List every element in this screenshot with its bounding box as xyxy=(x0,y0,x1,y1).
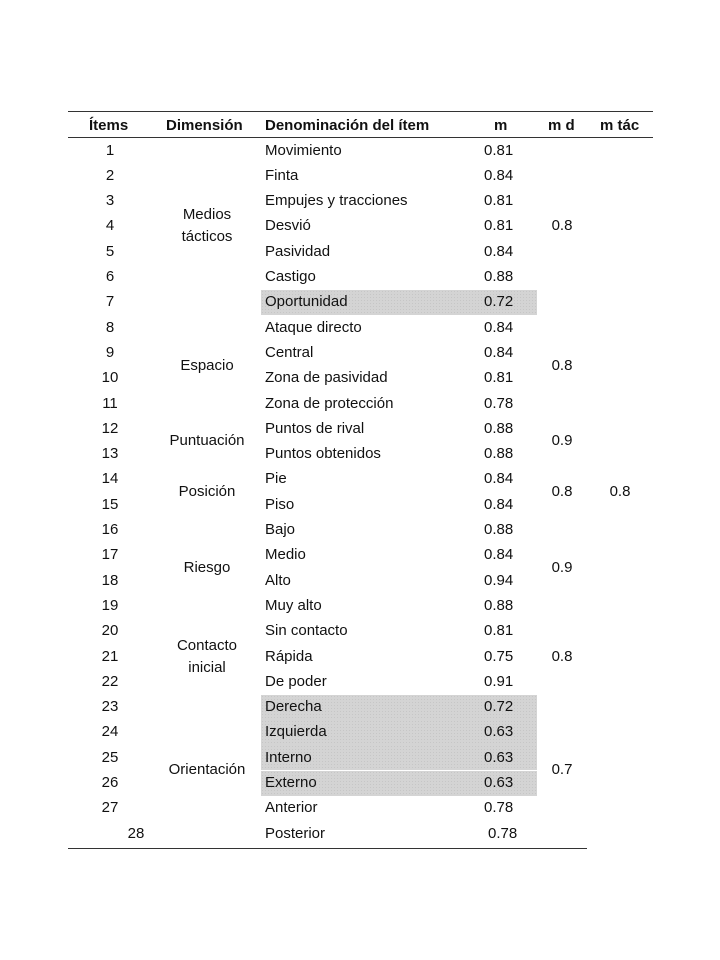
item-denomination: Medio xyxy=(265,546,306,564)
item-m-value: 0.91 xyxy=(484,672,514,690)
item-number: 22 xyxy=(101,672,119,690)
item-number: 10 xyxy=(101,369,119,387)
item-number: 5 xyxy=(105,242,115,260)
header-denominacion: Denominación del ítem xyxy=(265,117,430,134)
item-m-value: 0.81 xyxy=(484,217,514,235)
item-denomination: Alto xyxy=(265,571,291,589)
item-number: 4 xyxy=(105,217,115,235)
header-dimension: Dimensión xyxy=(166,117,243,134)
item-m-value: 0.78 xyxy=(484,394,514,412)
item-number: 28 xyxy=(127,824,145,842)
header-items: Ítems xyxy=(89,117,129,134)
item-m-value: 0.84 xyxy=(484,343,514,361)
item-m-value: 0.88 xyxy=(484,268,514,285)
item-m-value: 0.84 xyxy=(484,495,514,513)
dimension-label: inicial xyxy=(188,658,226,676)
item-number: 17 xyxy=(101,546,119,564)
item-denomination: Puntos obtenidos xyxy=(265,445,381,463)
item-number: 25 xyxy=(101,748,119,766)
dimension-label: Riesgo xyxy=(183,558,231,576)
item-m-value: 0.78 xyxy=(488,824,518,842)
table-bottom-rule xyxy=(68,848,587,849)
item-m-value: 0.81 xyxy=(484,192,514,210)
table-top-rule xyxy=(68,111,653,112)
header-md: m d xyxy=(548,117,575,134)
header-mtac: m tác xyxy=(600,117,640,134)
item-number: 19 xyxy=(101,596,119,614)
item-m-value: 0.88 xyxy=(484,596,514,614)
header-m: m xyxy=(494,117,508,134)
md-value: 0.9 xyxy=(551,432,573,450)
dimension-label: tácticos xyxy=(181,228,233,246)
dimension-label: Medios xyxy=(182,206,232,224)
item-denomination: Izquierda xyxy=(265,723,327,741)
md-value: 0.8 xyxy=(551,647,573,665)
item-m-value: 0.84 xyxy=(484,242,514,260)
dimension-label: Espacio xyxy=(180,356,234,374)
item-denomination: Zona de protección xyxy=(265,394,394,412)
item-m-value: 0.81 xyxy=(484,622,514,640)
item-m-value: 0.88 xyxy=(484,419,514,437)
item-denomination: Puntos de rival xyxy=(265,419,365,437)
item-denomination: Interno xyxy=(265,748,312,766)
header-bottom-rule xyxy=(68,137,653,138)
item-number: 3 xyxy=(105,192,115,210)
item-number: 24 xyxy=(101,723,119,741)
item-number: 26 xyxy=(101,774,119,791)
item-m-value: 0.75 xyxy=(484,647,514,665)
item-m-value: 0.72 xyxy=(484,698,514,716)
item-denomination: De poder xyxy=(265,672,327,690)
dimension-label: Orientación xyxy=(168,761,246,779)
md-value: 0.7 xyxy=(551,761,573,779)
item-number: 15 xyxy=(101,495,119,513)
item-m-value: 0.84 xyxy=(484,318,514,336)
dimension-label: Posición xyxy=(178,483,236,501)
item-denomination: Ataque directo xyxy=(265,318,362,336)
item-m-value: 0.88 xyxy=(484,521,514,538)
item-m-value: 0.81 xyxy=(484,141,514,159)
item-m-value: 0.63 xyxy=(484,723,514,741)
item-number: 18 xyxy=(101,571,119,589)
md-value: 0.8 xyxy=(551,356,573,374)
item-m-value: 0.84 xyxy=(484,470,514,488)
item-m-value: 0.84 xyxy=(484,546,514,564)
item-denomination: Desvió xyxy=(265,217,311,235)
item-denomination: Sin contacto xyxy=(265,622,348,640)
item-number: 1 xyxy=(105,141,115,159)
md-value: 0.8 xyxy=(551,483,573,501)
item-number: 21 xyxy=(101,647,119,665)
item-denomination: Pasividad xyxy=(265,242,331,260)
item-m-value: 0.88 xyxy=(484,445,514,463)
item-number: 23 xyxy=(101,698,119,716)
item-number: 27 xyxy=(101,799,119,817)
item-denomination: Rápida xyxy=(265,647,313,665)
item-denomination: Externo xyxy=(265,774,317,791)
item-denomination: Derecha xyxy=(265,698,322,716)
item-denomination: Empujes y tracciones xyxy=(265,192,408,210)
item-denomination: Castigo xyxy=(265,268,316,285)
item-number: 16 xyxy=(101,521,119,538)
item-number: 12 xyxy=(101,419,119,437)
item-m-value: 0.63 xyxy=(484,748,514,766)
item-denomination: Oportunidad xyxy=(265,293,348,311)
mtac-value: 0.8 xyxy=(609,483,631,501)
item-number: 20 xyxy=(101,622,119,640)
md-value: 0.9 xyxy=(551,558,573,576)
item-number: 6 xyxy=(105,268,115,285)
item-denomination: Central xyxy=(265,343,314,361)
item-m-value: 0.84 xyxy=(484,166,514,184)
item-number: 9 xyxy=(105,343,115,361)
item-number: 11 xyxy=(102,394,118,412)
md-value: 0.8 xyxy=(551,217,573,235)
item-number: 13 xyxy=(101,445,119,463)
item-number: 7 xyxy=(105,293,115,311)
item-m-value: 0.63 xyxy=(484,774,514,791)
item-denomination: Posterior xyxy=(265,824,326,842)
item-denomination: Muy alto xyxy=(265,596,322,614)
item-denomination: Piso xyxy=(265,495,295,513)
item-denomination: Anterior xyxy=(265,799,318,817)
item-denomination: Zona de pasividad xyxy=(265,369,388,387)
item-number: 8 xyxy=(105,318,115,336)
dimension-label: Contacto xyxy=(176,636,238,654)
item-m-value: 0.81 xyxy=(484,369,514,387)
item-denomination: Pie xyxy=(265,470,287,488)
item-denomination: Bajo xyxy=(265,521,296,538)
item-m-value: 0.94 xyxy=(484,571,514,589)
item-number: 2 xyxy=(105,166,115,184)
item-denomination: Finta xyxy=(265,166,299,184)
item-denomination: Movimiento xyxy=(265,141,342,159)
item-m-value: 0.72 xyxy=(484,293,514,311)
item-number: 14 xyxy=(101,470,119,488)
item-m-value: 0.78 xyxy=(484,799,514,817)
dimension-label: Puntuación xyxy=(169,432,245,450)
